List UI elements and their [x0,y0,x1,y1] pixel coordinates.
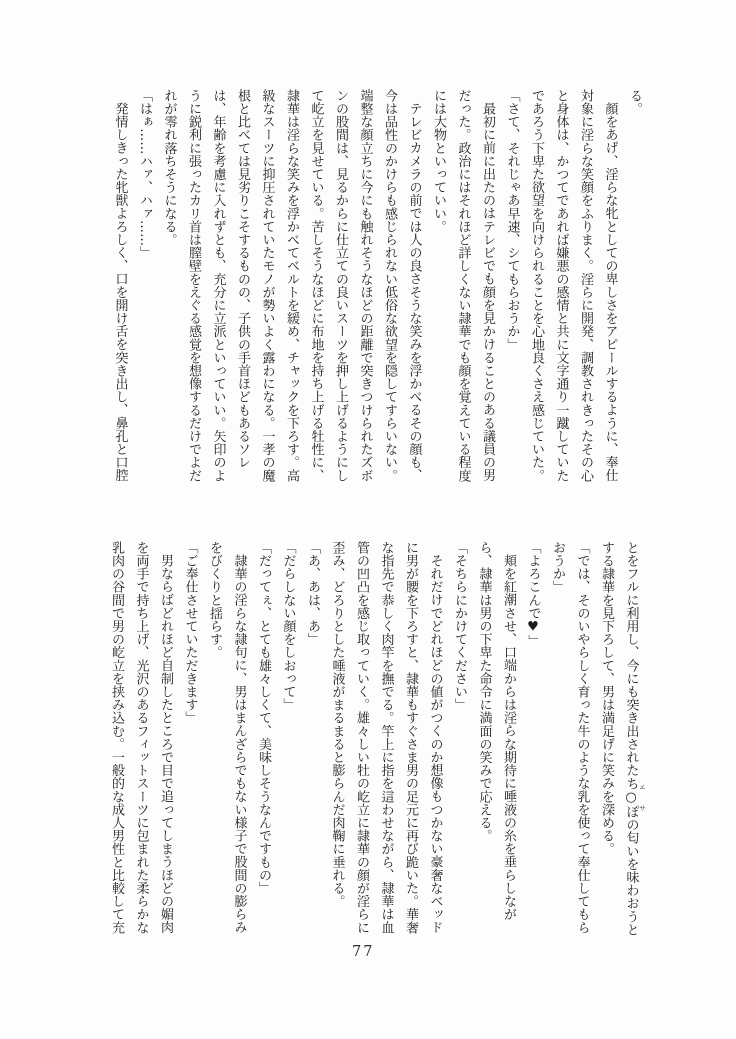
paragraph: 「だってぇ、とても雄々しくて、美味しそうなんですもの」 [256,541,271,895]
ruby-annotated-word: ち○ぽ エサ [623,776,646,819]
paragraph: 「だらしない顔をしおって」 [280,541,296,712]
paragraph: 顔をあげ、淫らな牝としての卑しさをアピールするように、奉仕対象に淫らな笑顔をふりまく。淫らに開発、調教されきったその心と身体は、かつてであれば嫌悪の感情と共に文字通り一蹴していたであろう下卑た欲望を向けられることを心地良くさえ感じていた。 [529,89,618,482]
paragraph: 男ならばどれほど自制したところで目で追ってしまうほどの媚肉を両手で持ち上げ、光沢のあるフィットスーツに包まれた柔らかな乳肉の谷間で男の屹立を挟み込む。一般的な成人男性と比較して充 [109,541,173,934]
paragraph: 頬を紅潮させ、口端からは淫らな期待に唾液の糸を垂らしながら、隷華は男の下卑た命令に満面の笑みで応える。 [476,541,516,921]
paragraph: 隷華の淫らな隷句に、男はまんざらでもない様子で股間の膨らみをびくりと揺らす。 [207,541,247,934]
paragraph: 「ご奉仕させていただきます」 [182,541,198,725]
paragraph: テレビカメラの前では人の良さそうな笑みを浮かべるその顔も、今は品性のかけらも感じられない低俗な欲望を隠してすらいない。端整な顔立ちに今にも触れそうなほどの距離で突きつけられたズボンの股間は、見るからに仕立ての良いスーツを押し上げるようにして屹立を見せている。苦しそうなほどに布地を持ち上げる牡性に、隷華は淫らな笑みを浮かべてベルトを緩め、チャックを下ろす。高級なスーツに抑圧されていたモノが勢いよく露わになる。一孝の魔根と比べては見劣りこそするものの、子供の手首ほどもあるソレは、年齢を考慮に入れずとも、充分に立派といっていい。矢印のように鋭利に張ったカリ首は膣壁をえぐる感覚を想像するだけでよだれが零れ落ちそうになる。 [161,89,422,482]
paragraph: それだけでどれほどの値がつくのか想像もつかない豪奢なベッドに男が腰を下ろすと、隷華もすぐさま男の足元に再び跪いた。華奢な指先で恭しく肉竿を撫でる。竿上に指を這わせながら、隷華は血管の凹凸を感じ取っていく。雄々しい牡の屹立に隷華の顔が淫らに歪み、どろりとした唾液がまるまると膨らんだ肉鞠に垂れる。 [329,541,443,934]
text-block-top [94,89,646,487]
paragraph: る。 [627,89,642,116]
paragraph: 「そちらにかけてください」 [452,541,467,712]
paragraph: 「では、そのいやらしく育った牛のような乳を使って奉仕してもらおうか」 [550,541,590,934]
paragraph: 最初に前に出たのはテレビでも顔を見かけることのある議員の男だった。政治にはそれほど詳しくない隷華でも顔を覚えている程度には大物といっていい。 [431,89,495,482]
text-block-bottom [94,541,646,939]
paragraph: とをフルに利用し、今にも突き出されたち○ぽ エサの匂いを味わおうとする隷華を見下ろして、男は満足げに笑みを深める。 [599,541,646,937]
paragraph: 「はぁ……ハァ、ハァ……」 [137,89,152,260]
paragraph: 「よろこんで♥」 [525,541,541,648]
paragraph: 「さて、それじゃあ早速、シてもらおうか」 [504,89,520,351]
page-number: 77 [352,944,375,960]
paragraph: 発情しきった牝獣よろしく、口を開け舌を突き出し、鼻孔と口腔 [112,102,128,482]
paragraph: 「あ、あは、あ」 [305,541,320,646]
